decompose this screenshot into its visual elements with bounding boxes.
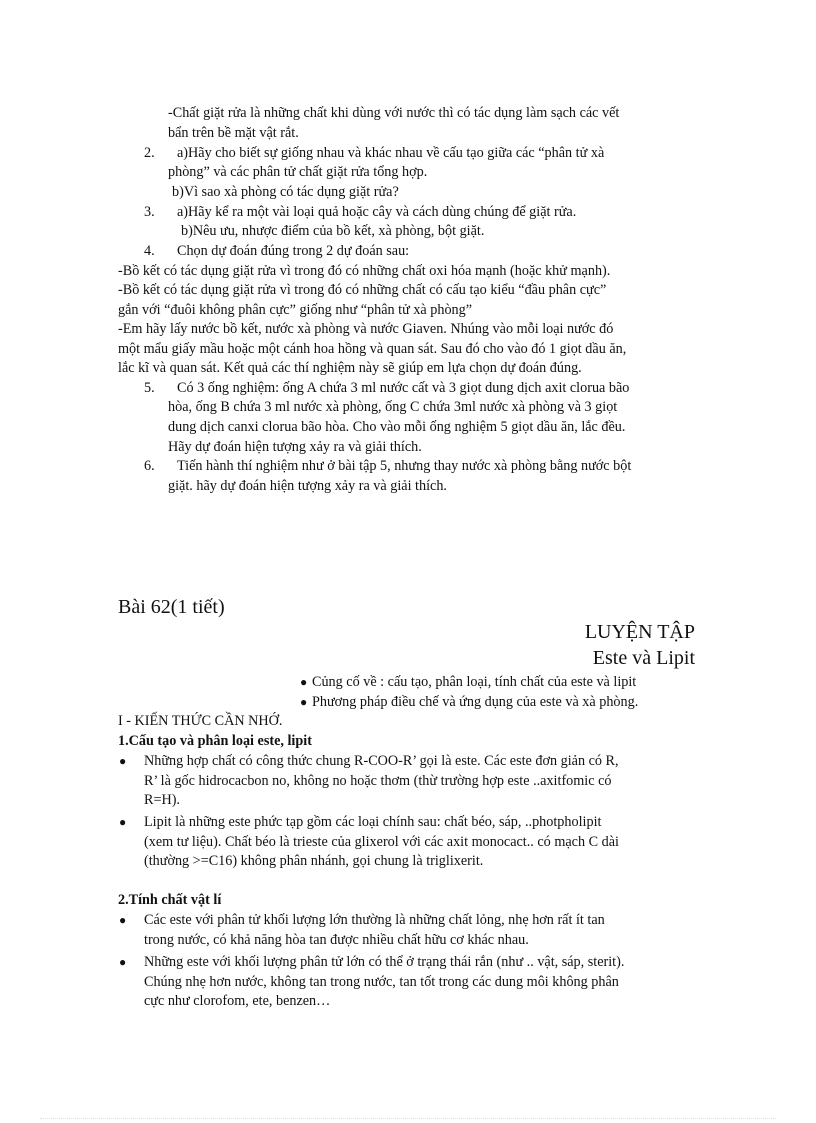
bullet-text: Lipit là những este phức tạp gồm các loại chính sau: chất béo, sáp, ..photpholipit: [144, 814, 602, 830]
bullet-text: Những este với khối lượng phân tử lớn có thể ở trạng thái rắn (như .. vật, sáp, sterit).: [144, 954, 625, 970]
exercise-3-text: a)Hãy kể ra một vài loại quả hoặc cây và cách dùng chúng để giặt rửa.: [177, 204, 577, 220]
intro-line: -Chất giặt rửa là những chất khi dùng với nước thì có tác dụng làm sạch các vết: [168, 105, 620, 121]
bullet-icon: ●: [300, 675, 308, 689]
exercise-5-text: Hãy dự đoán hiện tượng xảy ra và giải thích.: [168, 439, 422, 455]
bullet-text: R=H).: [144, 792, 180, 808]
exercise-5-text: hòa, ống B chứa 3 ml nước xà phòng, ống C chứa 3ml nước xà phòng và 3 giọt: [168, 399, 618, 415]
bullet-text: cực như clorofom, ete, benzen…: [144, 993, 331, 1009]
bullet-text: (thường >=C16) không phân nhánh, gọi chung là triglixerit.: [144, 853, 484, 869]
bullet-icon: ●: [119, 955, 127, 969]
page-bottom-divider: [40, 1118, 776, 1119]
subsection-heading: 1.Cấu tạo và phân loại este, lipit: [118, 733, 312, 749]
bullet-text: R’ là gốc hidrocacbon no, không no hoặc thơm (thừ trường hợp este ..axitfomic có: [144, 773, 612, 789]
bullet-icon: ●: [119, 815, 127, 829]
bullet-text: Các este với phân tử khối lượng lớn thường là những chất lỏng, nhẹ hơn rất ít tan: [144, 912, 605, 928]
exercise-2-text: a)Hãy cho biết sự giống nhau và khác nhau về cấu tạo giữa các “phân tử xà: [177, 145, 605, 161]
exercise-5-text: Có 3 ống nghiệm: ống A chứa 3 ml nước cất và 3 giọt dung dịch axit clorua bão: [177, 380, 630, 396]
bullet-text: (xem tư liệu). Chất béo là trieste của glixerol với các axit monocact.. có mạch C dài: [144, 834, 619, 850]
lesson-subtitle: Este và Lipit: [592, 647, 695, 669]
exercise-4-text: Chọn dự đoán đúng trong 2 dự đoán sau:: [177, 243, 410, 259]
bullet-icon: ●: [300, 695, 308, 709]
exercise-2-text: b)Vì sao xà phòng có tác dụng giặt rửa?: [172, 184, 399, 200]
exercise-4-paragraph: -Em hãy lấy nước bồ kết, nước xà phòng và nước Giaven. Nhúng vào mỗi loại nước đó: [118, 321, 614, 337]
exercise-2-text: phòng” và các phân tử chất giặt rửa tổng hợp.: [168, 164, 428, 180]
bullet-text: Những hợp chất có công thức chung R-COO-R’ gọi là este. Các este đơn giản có R,: [144, 753, 619, 769]
exercise-4-option: gắn với “đuôi không phân cực” giống như “phân tử xà phòng”: [118, 302, 473, 318]
lesson-goal: Củng cố về : cấu tạo, phân loại, tính chất của este và lipit: [312, 674, 637, 690]
exercise-3-text: b)Nêu ưu, nhược điểm của bồ kết, xà phòng, bột giặt.: [181, 223, 485, 239]
bullet-icon: ●: [119, 913, 127, 927]
intro-line: bẩn trên bề mặt vật rắt.: [168, 125, 299, 141]
exercise-4-paragraph: lắc kĩ và quan sát. Kết quả các thí nghiệm này sẽ giúp em lựa chọn dự đoán đúng.: [118, 360, 582, 376]
exercise-6-text: giặt. hãy dự đoán hiện tượng xảy ra và giải thích.: [168, 478, 447, 494]
bullet-text: Chúng nhẹ hơn nước, không tan trong nước, tan tốt trong các dung môi không phân: [144, 974, 619, 990]
bullet-text: trong nước, có khả năng hòa tan được nhiều chất hữu cơ khác nhau.: [144, 932, 529, 948]
bullet-icon: ●: [119, 754, 127, 768]
exercise-number: 6.: [144, 458, 155, 474]
lesson-title: LUYỆN TẬP: [584, 621, 695, 643]
exercise-4-option: -Bồ kết có tác dụng giặt rửa vì trong đó có những chất oxi hóa mạnh (hoặc khử mạnh).: [118, 263, 611, 279]
exercise-number: 2.: [144, 145, 155, 161]
exercise-4-paragraph: một mẩu giấy mầu hoặc một cánh hoa hồng và quan sát. Sau đó cho vào đó 1 giọt dầu ăn,: [118, 341, 627, 357]
subsection-heading: 2.Tính chất vật lí: [118, 892, 222, 908]
exercise-4-option: -Bồ kết có tác dụng giặt rửa vì trong đó có những chất có cấu tạo kiểu “đầu phân cực”: [118, 282, 607, 298]
lesson-goal: Phương pháp điều chế và ứng dụng của este và xà phòng.: [312, 694, 639, 710]
lesson-heading: Bài 62(1 tiết): [118, 596, 225, 618]
exercise-number: 3.: [144, 204, 155, 220]
exercise-number: 4.: [144, 243, 155, 259]
section-heading: I - KIẾN THỨC CẦN NHỚ.: [118, 713, 283, 729]
exercise-number: 5.: [144, 380, 155, 396]
exercise-6-text: Tiến hành thí nghiệm như ở bài tập 5, nhưng thay nước xà phòng bằng nước bột: [177, 458, 632, 474]
exercise-5-text: dung dịch canxi clorua bão hòa. Cho vào mỗi ống nghiệm 5 giọt dầu ăn, lắc đều.: [168, 419, 626, 435]
